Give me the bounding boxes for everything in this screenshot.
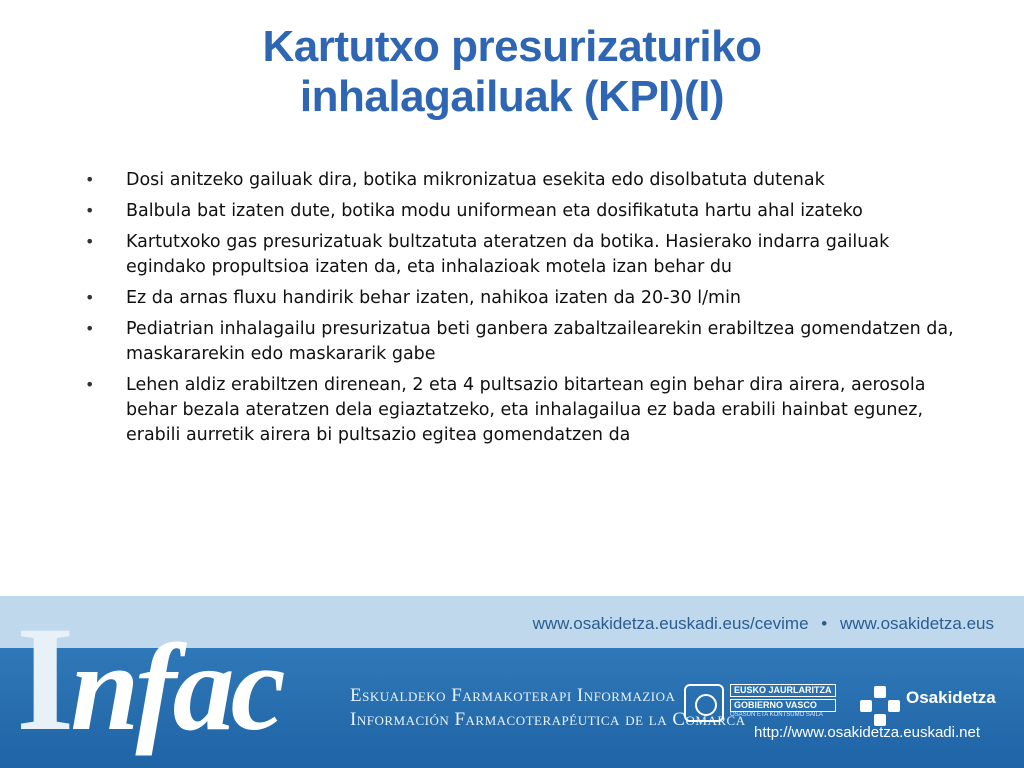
org-name-spanish: Información Farmacoterapéutica de la Comarca	[350, 709, 746, 730]
bullet-item	[82, 317, 962, 367]
basque-government-emblem-icon	[684, 684, 724, 722]
link-separator: •	[821, 614, 828, 633]
osakidetza-label: Osakidetza	[906, 688, 996, 707]
gov-name-spanish: GOBIERNO VASCO	[730, 699, 836, 712]
infac-logo-cap: I	[16, 596, 71, 762]
bullet-text: Pediatrian inhalagailu presurizatua beti ganbera zabaltzailearekin erabiltzea gomendatzen da, maskararekin edo maskararik gabe	[126, 319, 954, 364]
bullet-text: Dosi anitzeko gailuak dira, botika mikronizatua esekita edo disolbatuta dutenak	[126, 170, 825, 190]
cevime-link[interactable]: www.osakidetza.euskadi.eus/cevime	[532, 614, 809, 633]
bullet-text: Balbula bat izaten dute, botika modu uniformean eta dosifikatuta hartu ahal izateko	[126, 201, 863, 221]
bullet-item	[82, 199, 962, 224]
bullet-dot-icon: •	[85, 319, 95, 338]
osakidetza-cross-icon	[860, 686, 902, 726]
gobierno-vasco-logo	[684, 682, 834, 722]
footer-links	[533, 614, 994, 634]
osakidetza-link[interactable]: www.osakidetza.eus	[839, 614, 994, 633]
bullet-dot-icon: •	[85, 170, 95, 189]
bullet-list	[82, 168, 962, 454]
bullet-item	[82, 286, 962, 311]
bullet-item	[82, 373, 962, 448]
bullet-text: Lehen aldiz erabiltzen direnean, 2 eta 4 pultsazio bitartean egin behar dira airera, aerosola behar bezala ateratzen dela egiaztatzeko, eta inhalagailua ez bada erabili hainbat egunez, erabili aurretik airera bi pultsazio egitea gomendatzen da	[126, 375, 926, 445]
gov-department: OSASUN ETA KONTSUMO SAILA	[730, 712, 823, 718]
bullet-item	[82, 230, 962, 280]
footer-url[interactable]: http://www.osakidetza.euskadi.net	[754, 724, 980, 741]
bullet-dot-icon: •	[85, 232, 95, 251]
bullet-text: Kartutxoko gas presurizatuak bultzatuta ateratzen da botika. Hasierako indarra gailuak egindako propultsioa izaten da, eta inhalazioak motela izan behar du	[126, 232, 890, 277]
bullet-item	[82, 168, 962, 193]
gov-name-basque: EUSKO JAURLARITZA	[730, 684, 836, 697]
footer-banner	[0, 596, 1024, 768]
bullet-dot-icon: •	[85, 201, 95, 220]
slide-title	[0, 22, 1024, 122]
infac-logo-rest: nfac	[70, 619, 282, 756]
bullet-dot-icon: •	[85, 375, 95, 394]
bullet-text: Ez da arnas fluxu handirik behar izaten, nahikoa izaten da 20-30 l/min	[126, 288, 742, 308]
org-name-basque: Eskualdeko Farmakoterapi Informazioa	[350, 685, 676, 706]
slide-title-line2: inhalagailuak (KPI)(I)	[299, 72, 725, 121]
osakidetza-logo	[860, 682, 1000, 728]
gov-name	[730, 684, 836, 714]
bullet-dot-icon: •	[85, 288, 95, 307]
slide-title-line1: Kartutxo presurizaturiko	[262, 22, 762, 71]
infac-logo	[16, 596, 282, 763]
